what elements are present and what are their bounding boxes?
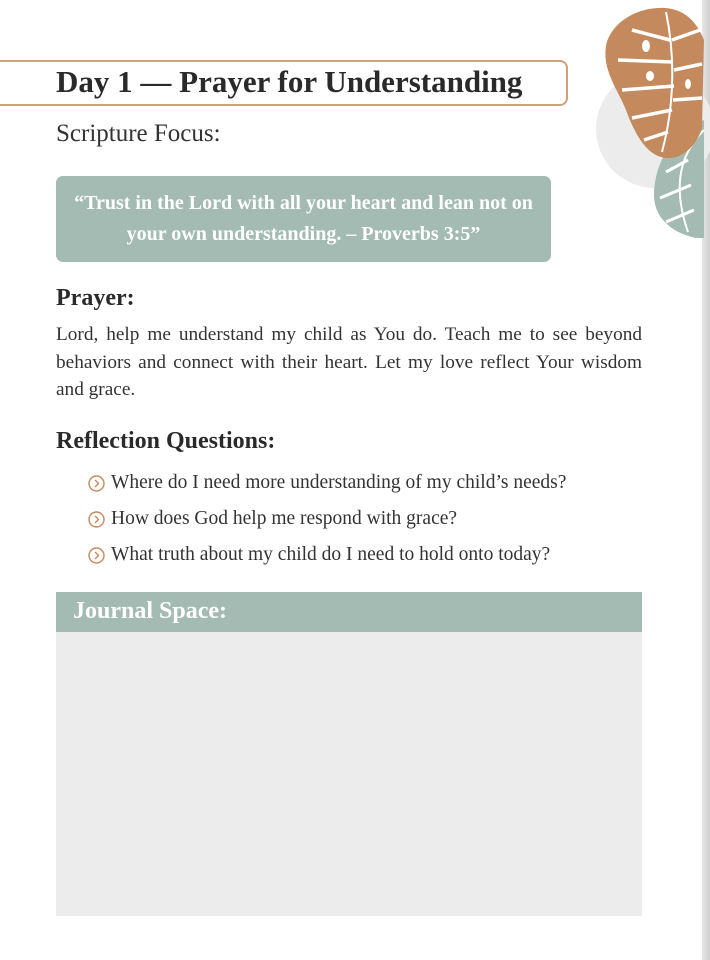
chevron-circle-icon — [88, 511, 105, 528]
reflection-question: What truth about my child do I need to hold onto today? — [111, 544, 551, 565]
list-item — [88, 537, 566, 573]
monstera-leaves-icon — [596, 0, 704, 245]
reflection-question: Where do I need more understanding of my child’s needs? — [111, 472, 567, 493]
scripture-verse: “Trust in the Lord with all your heart and lean not on your own understanding. – Proverbs 3:5” — [74, 192, 533, 245]
reflection-question-list — [88, 465, 566, 573]
journal-heading: Journal Space: — [73, 598, 228, 624]
page-title: Day 1 — Prayer for Understanding — [56, 64, 523, 99]
chevron-circle-icon — [88, 475, 105, 492]
prayer-text: Lord, help me understand my child as You do. Teach me to see beyond behaviors and connect with their heart. Let my love reflect Your wisdom and grace. — [56, 324, 642, 400]
journal-header — [56, 592, 642, 632]
scripture-verse-box — [56, 176, 551, 262]
list-item — [88, 501, 566, 537]
reflection-question: How does God help me respond with grace? — [111, 508, 458, 529]
scripture-focus-label: Scripture Focus: — [56, 120, 221, 147]
reflection-heading: Reflection Questions: — [56, 428, 276, 454]
prayer-heading: Prayer: — [56, 285, 135, 311]
list-item — [88, 465, 566, 501]
chevron-circle-icon — [88, 547, 105, 564]
journal-space[interactable] — [56, 632, 642, 916]
